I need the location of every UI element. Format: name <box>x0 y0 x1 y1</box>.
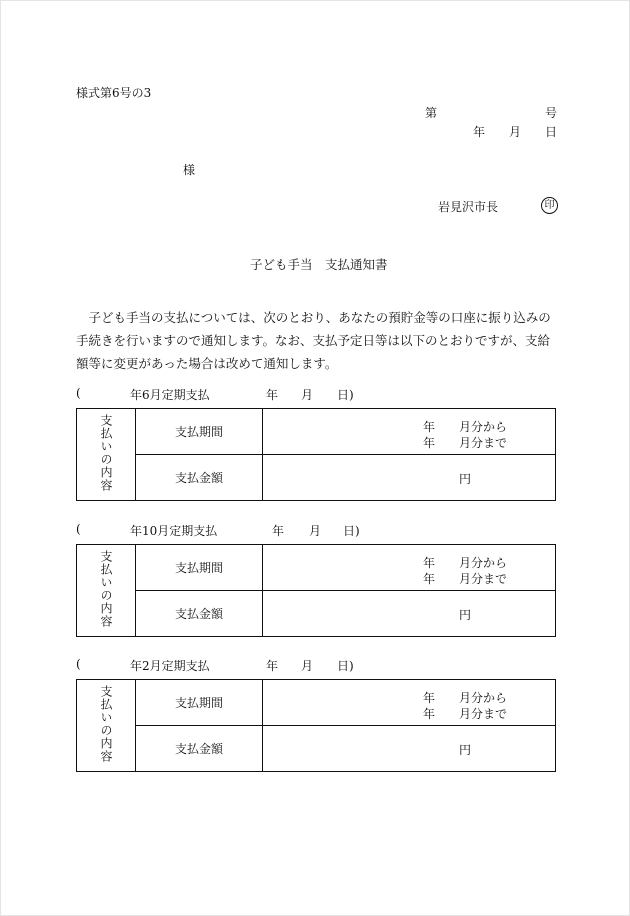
section-month: 月 <box>301 659 314 673</box>
payment-table-october <box>76 544 556 637</box>
section-year: 年 <box>272 524 285 538</box>
section-header-february <box>76 657 496 673</box>
amount-value-cell <box>263 726 556 772</box>
section-header-october <box>76 522 496 538</box>
document-title: 子ども手当 支払通知書 <box>250 257 388 272</box>
doc-number-prefix: 第 <box>425 106 438 120</box>
period-value-cell <box>263 545 556 591</box>
amount-value-cell <box>263 455 556 501</box>
period-label: 支払期間 <box>136 545 263 591</box>
side-label-cell <box>77 680 136 772</box>
amount-unit: 円 <box>459 743 472 757</box>
period-to: 年 月分まで <box>423 707 508 721</box>
amount-label: 支払金額 <box>136 726 263 772</box>
section-open-paren: ( <box>76 386 81 400</box>
period-from: 年 月分から <box>423 420 508 434</box>
section-header-june <box>76 386 496 402</box>
date-month: 月 <box>509 125 522 139</box>
section-year: 年 <box>266 659 279 673</box>
payment-table-february <box>76 679 556 772</box>
section-day: 日) <box>337 388 354 402</box>
issuer-name: 岩見沢市長 <box>438 200 499 214</box>
doc-number-suffix: 号 <box>545 106 558 120</box>
body-paragraph: 子ども手当の支払については、次のとおり、あなたの預貯金等の口座に振り込みの手続きを行いますので通知します。なお、支払予定日等は以下のとおりですが、支給額等に変更があった場合は改めて通知します。 <box>76 310 551 371</box>
section-label: 年6月定期支払 <box>130 388 210 402</box>
addressee-honorific: 様 <box>183 163 196 177</box>
date-day: 日 <box>545 125 558 139</box>
side-label: 支払いの内容 <box>99 685 113 763</box>
amount-value-cell <box>263 591 556 637</box>
section-day: 日) <box>343 524 360 538</box>
period-to: 年 月分まで <box>423 572 508 586</box>
period-value-cell <box>263 409 556 455</box>
period-to: 年 月分まで <box>423 436 508 450</box>
side-label-cell <box>77 409 136 501</box>
seal-mark: 印 <box>541 197 558 214</box>
section-open-paren: ( <box>76 657 81 671</box>
period-from: 年 月分から <box>423 556 508 570</box>
form-number: 様式第6号の3 <box>76 86 152 100</box>
section-year: 年 <box>266 388 279 402</box>
amount-unit: 円 <box>459 472 472 486</box>
side-label: 支払いの内容 <box>99 414 113 492</box>
side-label-cell <box>77 545 136 637</box>
payment-table-june <box>76 408 556 501</box>
section-label: 年10月定期支払 <box>130 524 218 538</box>
section-label: 年2月定期支払 <box>130 659 210 673</box>
date-year: 年 <box>473 125 486 139</box>
period-value-cell <box>263 680 556 726</box>
amount-label: 支払金額 <box>136 591 263 637</box>
period-label: 支払期間 <box>136 680 263 726</box>
side-label: 支払いの内容 <box>99 550 113 628</box>
period-from: 年 月分から <box>423 691 508 705</box>
section-month: 月 <box>301 388 314 402</box>
section-open-paren: ( <box>76 522 81 536</box>
amount-label: 支払金額 <box>136 455 263 501</box>
amount-unit: 円 <box>459 608 472 622</box>
period-label: 支払期間 <box>136 409 263 455</box>
section-day: 日) <box>337 659 354 673</box>
section-month: 月 <box>309 524 322 538</box>
